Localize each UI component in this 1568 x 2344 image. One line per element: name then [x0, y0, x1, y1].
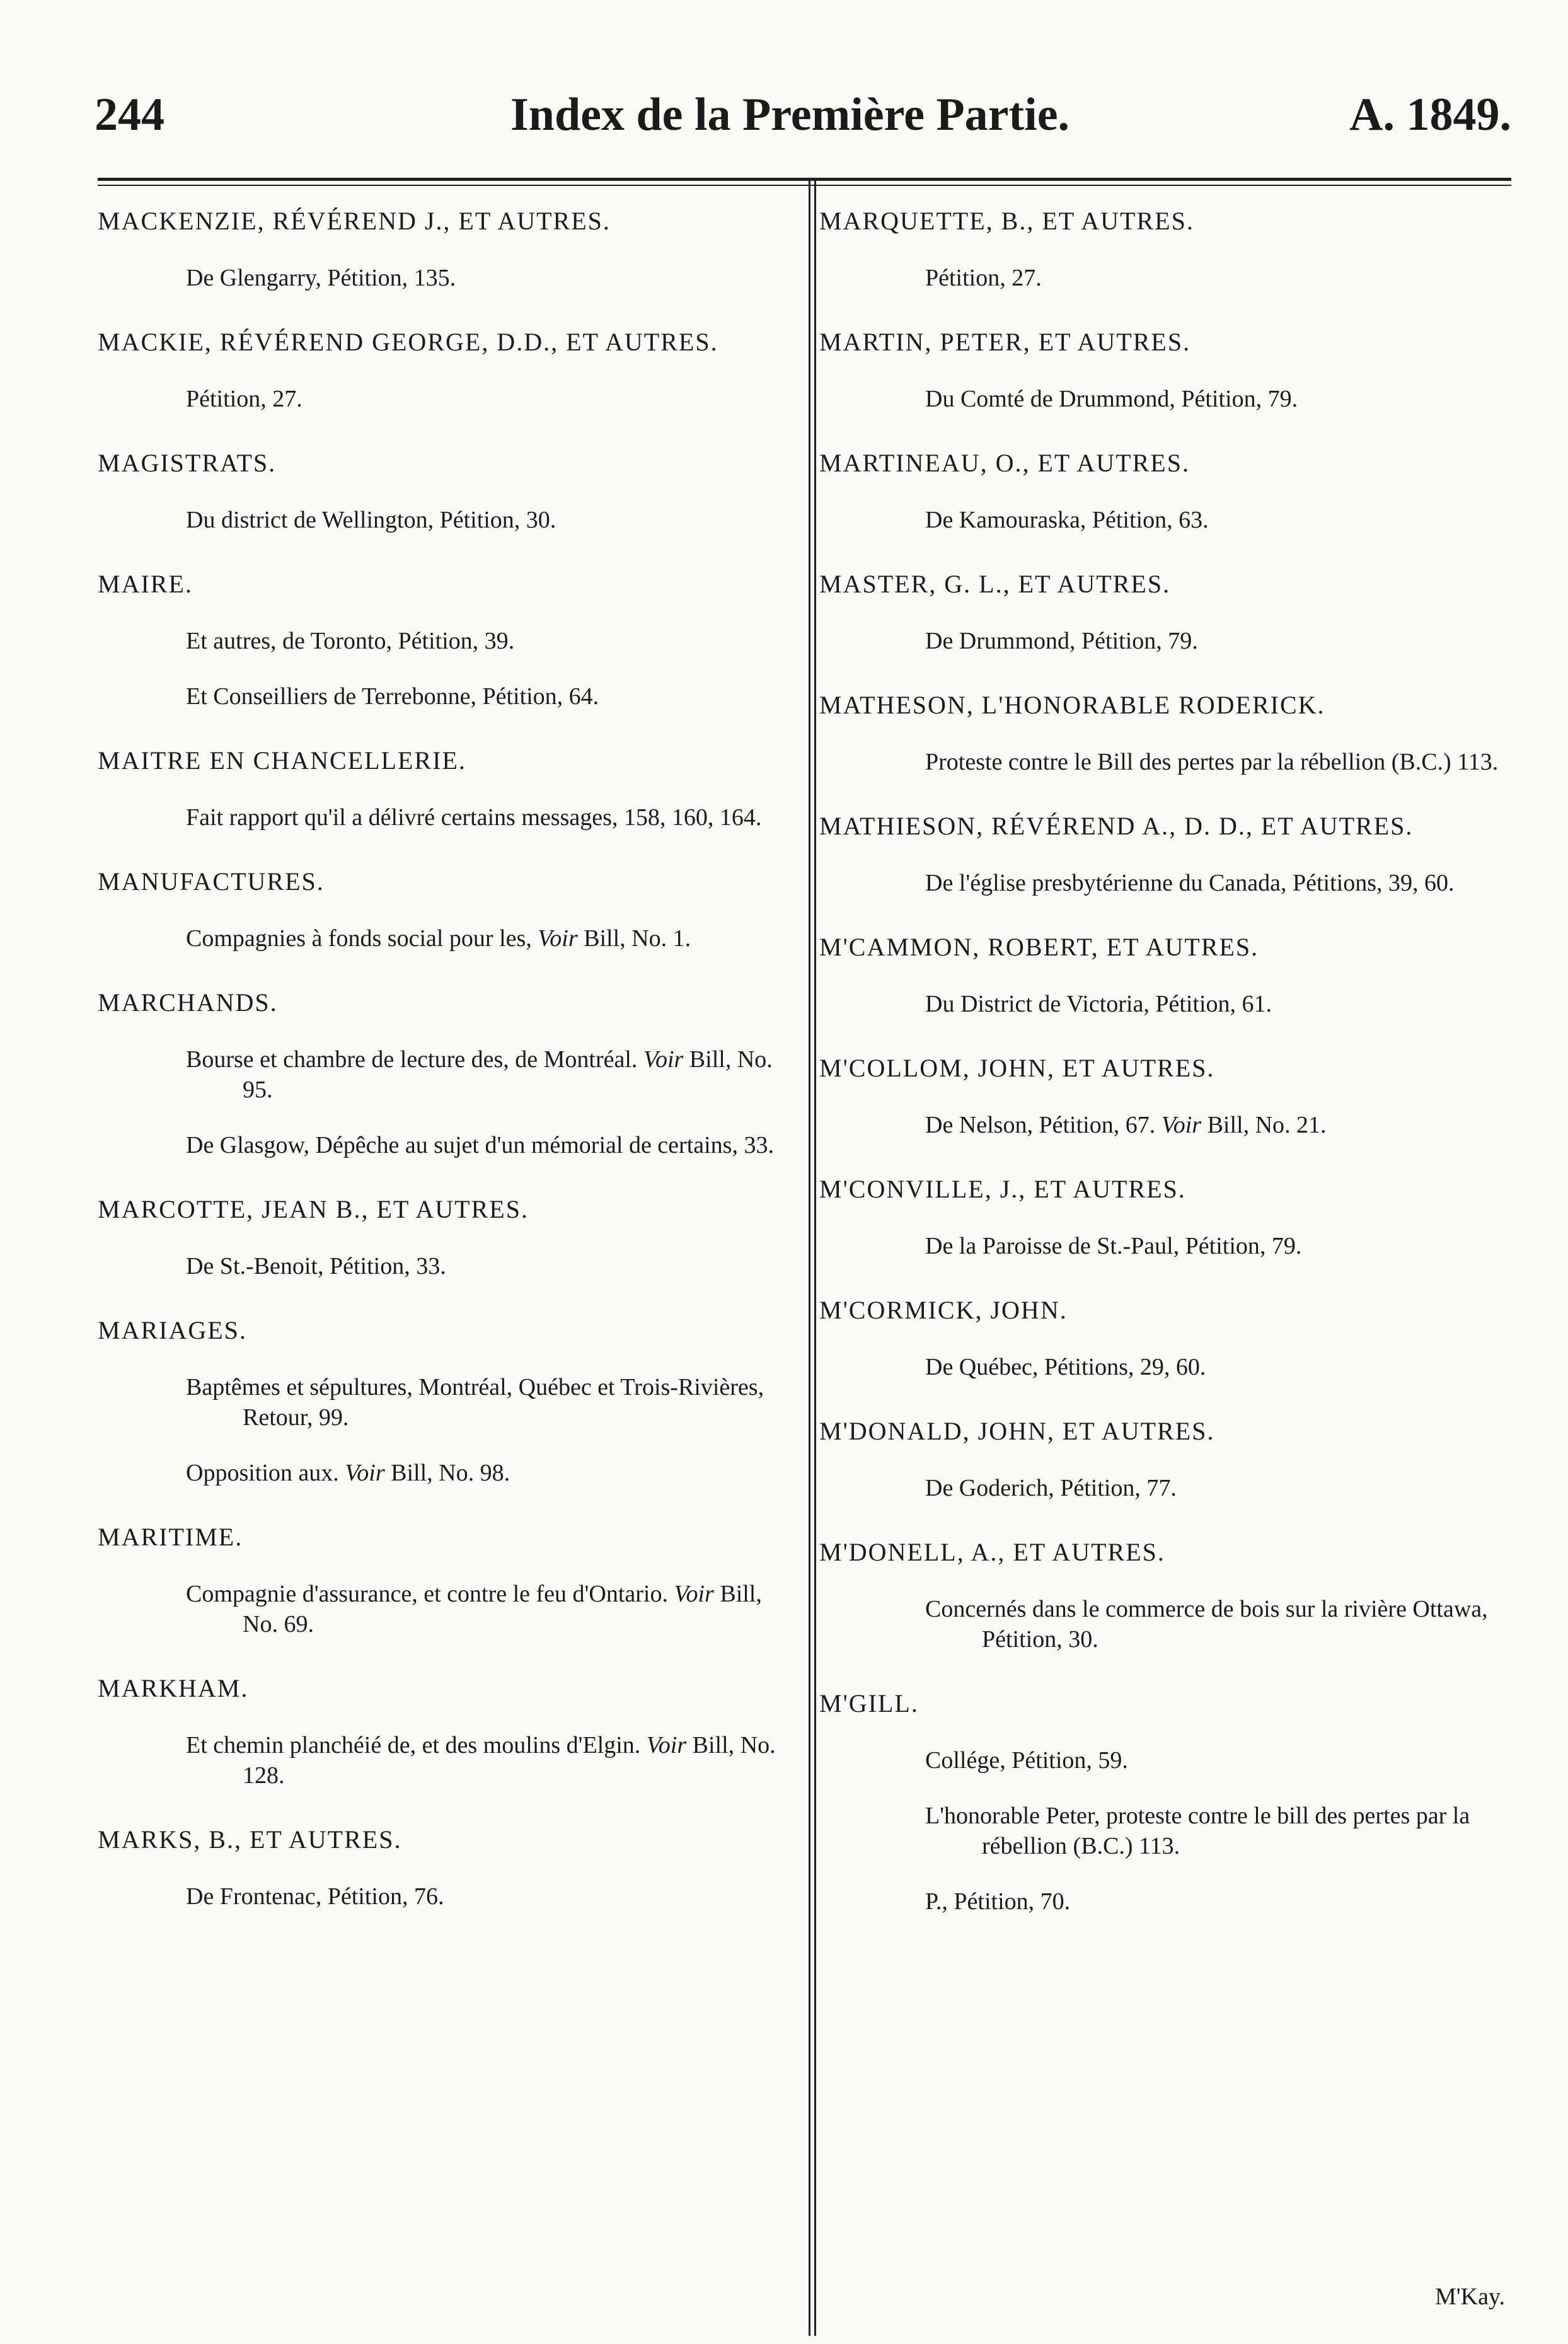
- index-entry: [819, 931, 1513, 1019]
- index-entry: [98, 447, 797, 535]
- subitem-text: De Goderich, Pétition, 77.: [925, 1475, 1177, 1501]
- page-year: A. 1849.: [1349, 89, 1511, 141]
- subitem-bill-ref: Bill, No. 1.: [584, 925, 691, 952]
- entry-subitem: [819, 384, 1513, 414]
- index-entry: [98, 1521, 797, 1639]
- subitem-text: Du District de Victoria, Pétition, 61.: [925, 991, 1272, 1017]
- subitem-text: De Glengarry, Pétition, 135.: [186, 265, 456, 291]
- index-entry: [98, 1823, 797, 1912]
- entry-subitem: [819, 1745, 1513, 1775]
- index-entry: [819, 568, 1513, 656]
- entry-subitem: [819, 1801, 1513, 1861]
- entry-heading: MARTIN, PETER, ET AUTRES.: [819, 328, 1191, 356]
- entry-heading: M'CONVILLE, J., ET AUTRES.: [819, 1175, 1186, 1203]
- column-divider-left: [809, 180, 810, 2336]
- subitem-bill-ref: Bill, No. 95.: [243, 1046, 773, 1103]
- subitem-voir-ref: Voir: [646, 1732, 687, 1758]
- entry-subitem: [98, 1881, 797, 1912]
- subitem-text: Proteste contre le Bill des pertes par la rébellion (B.C.) 113.: [925, 749, 1499, 775]
- index-entry: [98, 1672, 797, 1791]
- index-entry: [819, 1536, 1513, 1654]
- entry-heading: M'COLLOM, JOHN, ET AUTRES.: [819, 1054, 1215, 1082]
- index-entry: [819, 1687, 1513, 1917]
- entry-heading: MATHESON, L'HONORABLE RODERICK.: [819, 691, 1325, 719]
- entry-heading: M'DONALD, JOHN, ET AUTRES.: [819, 1417, 1215, 1445]
- subitem-text: Collége, Pétition, 59.: [925, 1747, 1128, 1774]
- subitem-text: De la Paroisse de St.-Paul, Pétition, 79.: [925, 1233, 1302, 1259]
- subitem-text: De Kamouraska, Pétition, 63.: [925, 507, 1209, 533]
- page-header: [95, 88, 1511, 151]
- entry-subitem: [819, 1231, 1513, 1261]
- catchword: M'Kay.: [1435, 2283, 1505, 2310]
- index-entry: [98, 326, 797, 414]
- entry-subitem: [819, 1886, 1513, 1917]
- entry-heading: MATHIESON, RÉVÉREND A., D. D., ET AUTRES.: [819, 812, 1414, 840]
- subitem-text: Du Comté de Drummond, Pétition, 79.: [925, 386, 1298, 412]
- page-title: Index de la Première Partie.: [510, 89, 1070, 141]
- entry-heading: M'CAMMON, ROBERT, ET AUTRES.: [819, 933, 1259, 961]
- subitem-bill-ref: Bill, No. 21.: [1207, 1112, 1327, 1138]
- subitem-text: Compagnies à fonds social pour les,: [186, 925, 532, 952]
- entry-subitem: [819, 1352, 1513, 1382]
- entry-heading: MARTINEAU, O., ET AUTRES.: [819, 449, 1190, 477]
- entry-heading: MAITRE EN CHANCELLERIE.: [98, 746, 466, 775]
- entry-heading: M'DONELL, A., ET AUTRES.: [819, 1538, 1165, 1566]
- entry-subitem: [98, 263, 797, 293]
- entry-heading: MACKIE, RÉVÉREND GEORGE, D.D., ET AUTRES.: [98, 328, 718, 356]
- index-entry: [98, 1314, 797, 1488]
- index-entry: [819, 447, 1513, 535]
- entry-subitem: [819, 868, 1513, 898]
- index-entry: [98, 568, 797, 712]
- entry-subitem: [98, 1372, 797, 1433]
- entry-heading: MASTER, G. L., ET AUTRES.: [819, 570, 1171, 598]
- column-divider-right: [814, 180, 816, 2336]
- entry-subitem: [819, 626, 1513, 656]
- entry-subitem: [819, 989, 1513, 1019]
- entry-subitem: [98, 1044, 797, 1105]
- entry-subitem: [819, 1594, 1513, 1654]
- subitem-text: Opposition aux.: [186, 1460, 339, 1486]
- index-entry: [819, 810, 1513, 898]
- entry-subitem: [98, 626, 797, 656]
- index-entry: [98, 205, 797, 293]
- subitem-text: De St.-Benoit, Pétition, 33.: [186, 1253, 446, 1279]
- subitem-text: P., Pétition, 70.: [925, 1888, 1071, 1915]
- subitem-text: De Frontenac, Pétition, 76.: [186, 1883, 444, 1910]
- subitem-text: Concernés dans le commerce de bois sur la rivière Ottawa, Pétition, 30.: [925, 1596, 1488, 1653]
- entry-heading: MAGISTRATS.: [98, 449, 277, 477]
- subitem-text: Baptêmes et sépultures, Montréal, Québec et Trois-Rivières, Retour, 99.: [186, 1374, 764, 1431]
- subitem-text: Du district de Wellington, Pétition, 30.: [186, 507, 556, 533]
- entry-subitem: [98, 802, 797, 833]
- subitem-text: L'honorable Peter, proteste contre le bill des pertes par la rébellion (B.C.) 113.: [925, 1803, 1470, 1859]
- entry-heading: MARKHAM.: [98, 1674, 249, 1702]
- index-entry: [819, 1415, 1513, 1503]
- entry-subitem: [819, 747, 1513, 777]
- entry-subitem: [98, 505, 797, 535]
- entry-heading: MARQUETTE, B., ET AUTRES.: [819, 207, 1194, 235]
- entry-heading: MARCHANDS.: [98, 988, 278, 1017]
- subitem-voir-ref: Voir: [643, 1046, 684, 1073]
- header-rule-thick: [98, 178, 1511, 181]
- entry-subitem: [98, 923, 797, 954]
- subitem-text: De l'église presbytérienne du Canada, Pétitions, 39, 60.: [925, 870, 1455, 896]
- right-column: [819, 205, 1513, 1917]
- entry-heading: M'CORMICK, JOHN.: [819, 1296, 1068, 1324]
- index-entry: [98, 865, 797, 954]
- page-number: 244: [95, 89, 164, 141]
- entry-subitem: [98, 1579, 797, 1639]
- entry-heading: MARCOTTE, JEAN B., ET AUTRES.: [98, 1195, 529, 1223]
- subitem-text: Et chemin planchéié de, et des moulins d'Elgin.: [186, 1732, 641, 1758]
- subitem-voir-ref: Voir: [345, 1460, 385, 1486]
- entry-heading: MANUFACTURES.: [98, 867, 325, 896]
- subitem-text: De Drummond, Pétition, 79.: [925, 628, 1198, 654]
- entry-subitem: [819, 505, 1513, 535]
- subitem-text: Bourse et chambre de lecture des, de Montréal.: [186, 1046, 638, 1073]
- entry-subitem: [98, 1251, 797, 1281]
- subitem-text: Compagnie d'assurance, et contre le feu d'Ontario.: [186, 1581, 668, 1607]
- entry-heading: MARITIME.: [98, 1523, 243, 1551]
- subitem-text: Et Conseilliers de Terrebonne, Pétition, 64.: [186, 683, 599, 710]
- subitem-bill-ref: Bill, No. 98.: [391, 1460, 510, 1486]
- entry-subitem: [98, 1130, 797, 1160]
- entry-heading: MACKENZIE, RÉVÉREND J., ET AUTRES.: [98, 207, 611, 235]
- index-entry: [98, 986, 797, 1160]
- subitem-text: Fait rapport qu'il a délivré certains messages, 158, 160, 164.: [186, 804, 762, 831]
- entry-subitem: [98, 1730, 797, 1791]
- index-entry: [819, 326, 1513, 414]
- entry-subitem: [98, 1458, 797, 1488]
- subitem-text: De Nelson, Pétition, 67.: [925, 1112, 1156, 1138]
- subitem-voir-ref: Voir: [538, 925, 578, 952]
- entry-subitem: [819, 263, 1513, 293]
- entry-heading: MAIRE.: [98, 570, 193, 598]
- entry-heading: M'GILL.: [819, 1689, 919, 1718]
- subitem-text: Pétition, 27.: [186, 386, 303, 412]
- entry-subitem: [98, 681, 797, 712]
- subitem-voir-ref: Voir: [674, 1581, 714, 1607]
- entry-heading: MARIAGES.: [98, 1316, 247, 1344]
- header-rule-thin: [98, 185, 1511, 186]
- entry-subitem: [98, 384, 797, 414]
- subitem-bill-ref: Bill, No. 128.: [243, 1732, 776, 1789]
- index-entry: [98, 744, 797, 833]
- subitem-voir-ref: Voir: [1161, 1112, 1202, 1138]
- index-entry: [819, 689, 1513, 777]
- subitem-text: Pétition, 27.: [925, 265, 1042, 291]
- index-entry: [819, 1052, 1513, 1140]
- entry-subitem: [819, 1473, 1513, 1503]
- left-column: [98, 205, 797, 1912]
- entry-heading: MARKS, B., ET AUTRES.: [98, 1825, 402, 1854]
- subitem-text: De Glasgow, Dépêche au sujet d'un mémorial de certains, 33.: [186, 1132, 774, 1158]
- index-entry: [98, 1193, 797, 1281]
- subitem-bill-ref: Bill, No. 69.: [243, 1581, 762, 1637]
- entry-subitem: [819, 1110, 1513, 1140]
- index-entry: [819, 1294, 1513, 1382]
- subitem-text: De Québec, Pétitions, 29, 60.: [925, 1354, 1206, 1380]
- index-entry: [819, 1173, 1513, 1261]
- subitem-text: Et autres, de Toronto, Pétition, 39.: [186, 628, 515, 654]
- index-entry: [819, 205, 1513, 293]
